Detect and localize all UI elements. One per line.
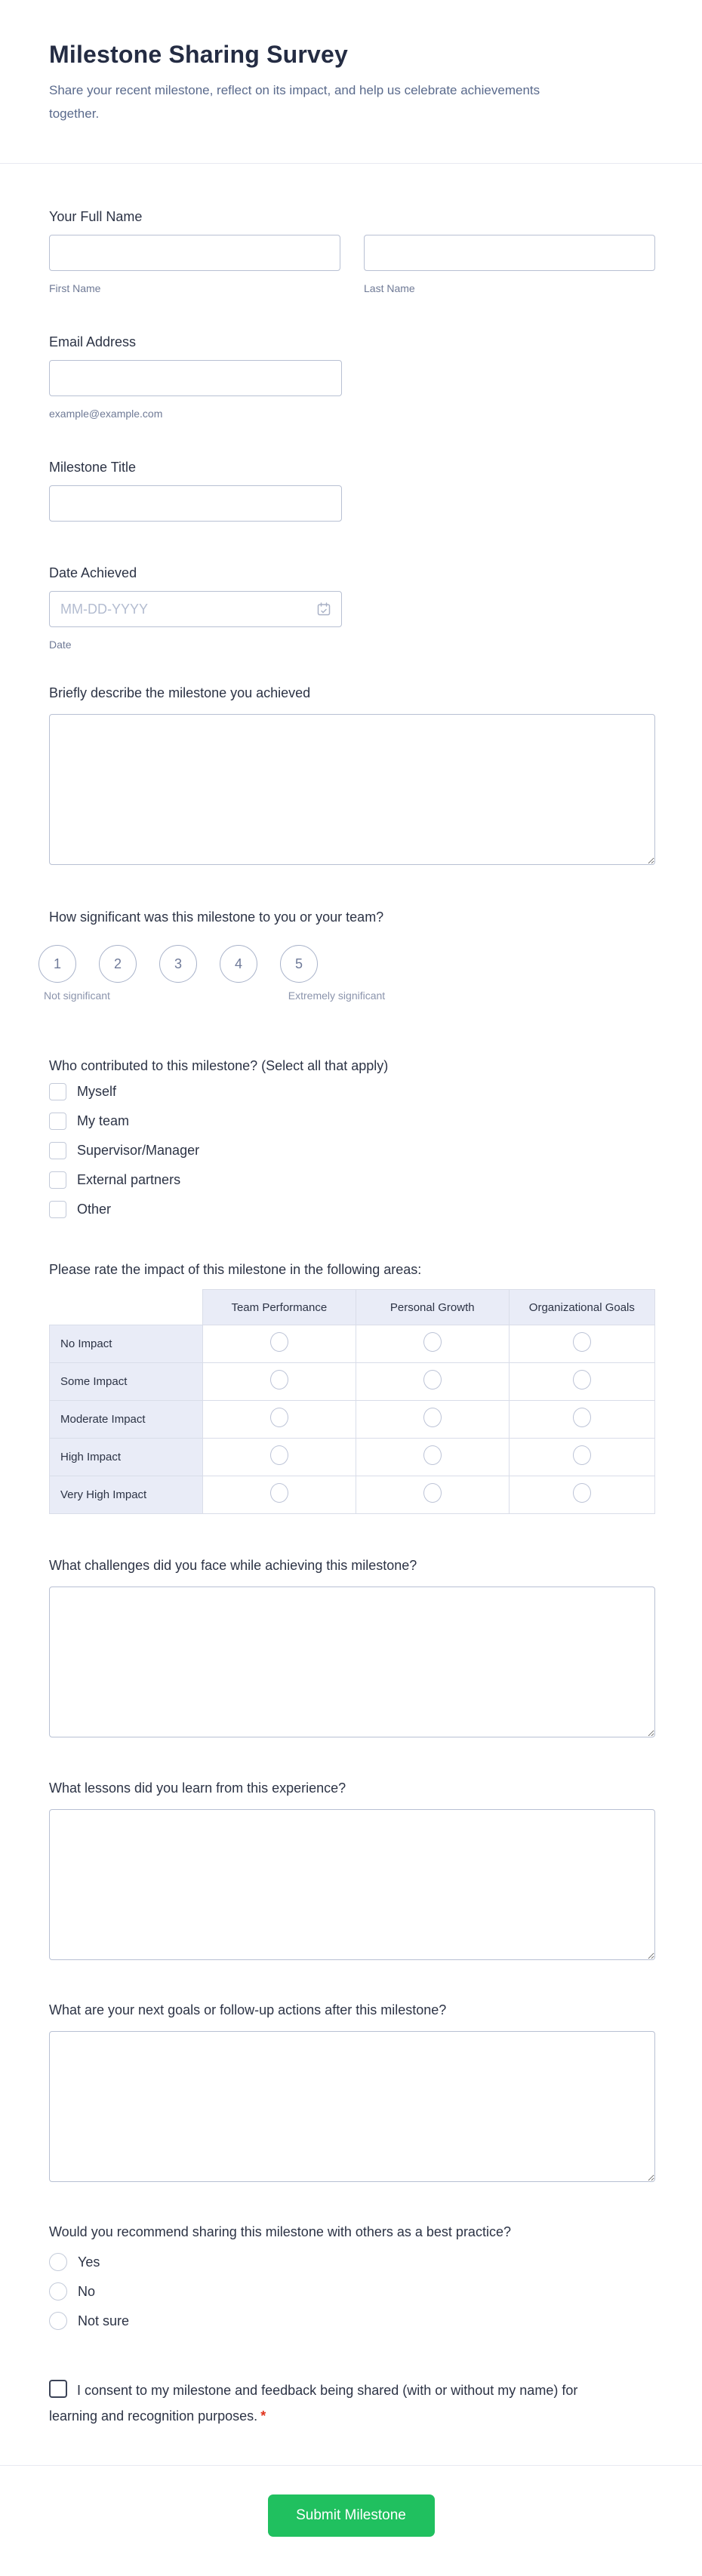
checkbox-icon[interactable] <box>49 1083 66 1100</box>
scale-option-3-value: 3 <box>174 956 182 971</box>
contributors-label: Who contributed to this milestone? (Select all that apply) <box>49 1058 389 1073</box>
checkbox-label: Other <box>77 1202 112 1217</box>
matrix-row-no-impact <box>50 1325 655 1363</box>
lessons-label: What lessons did you learn from this experience? <box>49 1780 346 1796</box>
scale-option-1-value: 1 <box>53 956 61 971</box>
matrix-radio[interactable] <box>270 1445 288 1465</box>
impact-matrix-label: Please rate the impact of this milestone in the following areas: <box>49 1262 422 1277</box>
last-name-input[interactable] <box>364 235 655 271</box>
scale-max-label: Extremely significant <box>288 989 386 1002</box>
matrix-radio[interactable] <box>423 1445 442 1465</box>
radio-label: No <box>78 2284 96 2299</box>
matrix-radio[interactable] <box>573 1370 591 1390</box>
matrix-radio[interactable] <box>573 1332 591 1352</box>
scale-option-5-value: 5 <box>294 956 303 971</box>
question-consent <box>49 2377 655 2429</box>
scale-row <box>38 945 655 983</box>
question-impact-matrix <box>49 1260 655 1514</box>
required-asterisk: * <box>260 2408 266 2424</box>
date-input[interactable] <box>49 591 342 627</box>
submit-section <box>0 2466 702 2576</box>
matrix-row-label: Very High Impact <box>50 1476 203 1514</box>
last-name-sublabel: Last Name <box>364 282 415 294</box>
form-subtitle: Share your recent milestone, reflect on its impact, and help us celebrate achievements together. <box>49 83 540 121</box>
scale-option-4-value: 4 <box>234 956 242 971</box>
question-email <box>49 333 655 421</box>
question-date-achieved <box>49 564 655 652</box>
checkbox-option-my-team[interactable] <box>49 1112 655 1130</box>
scale-option-1[interactable] <box>38 945 76 983</box>
full-name-label: Your Full Name <box>49 209 143 224</box>
question-contributors <box>49 1057 655 1218</box>
scale-min-label: Not significant <box>44 989 110 1002</box>
next-goals-textarea[interactable] <box>49 2031 655 2182</box>
question-describe <box>49 684 655 869</box>
radio-icon[interactable] <box>49 2253 67 2271</box>
checkbox-label: My team <box>77 1113 130 1128</box>
radio-option-yes[interactable] <box>49 2253 655 2271</box>
question-recommend <box>49 2223 655 2330</box>
first-name-sublabel: First Name <box>49 282 101 294</box>
lessons-textarea[interactable] <box>49 1809 655 1960</box>
matrix-radio[interactable] <box>573 1408 591 1427</box>
matrix-radio[interactable] <box>270 1408 288 1427</box>
page-title: Milestone Sharing Survey <box>49 41 349 68</box>
email-label: Email Address <box>49 334 137 349</box>
matrix-corner-cell <box>50 1290 203 1325</box>
matrix-col-organizational-goals: Organizational Goals <box>509 1290 654 1325</box>
radio-label: Not sure <box>78 2313 130 2328</box>
scale-option-2-value: 2 <box>113 956 122 971</box>
matrix-radio[interactable] <box>270 1370 288 1390</box>
checkbox-icon[interactable] <box>49 1201 66 1218</box>
scale-option-3[interactable] <box>159 945 197 983</box>
matrix-row-label: High Impact <box>50 1439 203 1476</box>
matrix-col-team-performance: Team Performance <box>202 1290 356 1325</box>
radio-option-no[interactable] <box>49 2282 655 2301</box>
matrix-row-high-impact <box>50 1439 655 1476</box>
matrix-row-very-high-impact <box>50 1476 655 1514</box>
submit-button[interactable]: Submit Milestone <box>268 2494 435 2537</box>
question-significance <box>44 908 655 1022</box>
milestone-title-input[interactable] <box>49 485 342 522</box>
matrix-radio[interactable] <box>423 1408 442 1427</box>
checkbox-label: Myself <box>77 1084 117 1099</box>
checkbox-option-external-partners[interactable] <box>49 1171 655 1189</box>
challenges-label: What challenges did you face while achieving this milestone? <box>49 1558 417 1573</box>
scale-option-4[interactable] <box>220 945 257 983</box>
radio-option-not-sure[interactable] <box>49 2312 655 2330</box>
matrix-radio[interactable] <box>423 1483 442 1503</box>
matrix-radio[interactable] <box>423 1332 442 1352</box>
impact-matrix-table <box>49 1289 655 1514</box>
scale-option-5[interactable] <box>280 945 318 983</box>
consent-checkbox[interactable] <box>49 2380 67 2398</box>
form-header <box>0 0 702 163</box>
significance-label: How significant was this milestone to you or your team? <box>49 909 384 925</box>
matrix-radio[interactable] <box>423 1370 442 1390</box>
question-milestone-title <box>49 458 655 522</box>
question-lessons <box>49 1779 655 1964</box>
matrix-radio[interactable] <box>270 1483 288 1503</box>
question-challenges <box>49 1556 655 1741</box>
header-divider <box>0 163 702 164</box>
matrix-row-some-impact <box>50 1363 655 1401</box>
next-goals-label: What are your next goals or follow-up actions after this milestone? <box>49 2002 447 2017</box>
date-achieved-label: Date Achieved <box>49 565 137 580</box>
checkbox-option-other[interactable] <box>49 1200 655 1218</box>
checkbox-icon[interactable] <box>49 1113 66 1130</box>
date-sublabel: Date <box>49 639 72 651</box>
describe-textarea[interactable] <box>49 714 655 865</box>
scale-option-2[interactable] <box>99 945 137 983</box>
question-full-name <box>49 208 655 296</box>
describe-label: Briefly describe the milestone you achieved <box>49 685 311 700</box>
milestone-title-label: Milestone Title <box>49 460 137 475</box>
matrix-radio[interactable] <box>270 1332 288 1352</box>
recommend-label: Would you recommend sharing this milestone with others as a best practice? <box>49 2224 511 2239</box>
checkbox-icon[interactable] <box>49 1171 66 1189</box>
checkbox-label: Supervisor/Manager <box>77 1143 200 1158</box>
checkbox-option-supervisor[interactable] <box>49 1141 655 1159</box>
matrix-row-label: Some Impact <box>50 1363 203 1401</box>
email-field[interactable] <box>49 360 342 396</box>
consent-label: I consent to my milestone and feedback being shared (with or without my name) for learning and recognition purposes. <box>49 2383 578 2424</box>
email-sublabel: example@example.com <box>49 408 163 420</box>
matrix-row-moderate-impact <box>50 1401 655 1439</box>
checkbox-icon[interactable] <box>49 1142 66 1159</box>
matrix-col-personal-growth: Personal Growth <box>356 1290 509 1325</box>
radio-icon[interactable] <box>49 2282 67 2301</box>
consent-row[interactable] <box>49 2377 585 2429</box>
matrix-radio[interactable] <box>573 1445 591 1465</box>
first-name-input[interactable] <box>49 235 340 271</box>
challenges-textarea[interactable] <box>49 1587 655 1737</box>
matrix-radio[interactable] <box>573 1483 591 1503</box>
matrix-row-label: Moderate Impact <box>50 1401 203 1439</box>
question-next-goals <box>49 2001 655 2186</box>
matrix-row-label: No Impact <box>50 1325 203 1363</box>
radio-label: Yes <box>78 2254 100 2270</box>
checkbox-option-myself[interactable] <box>49 1082 655 1100</box>
radio-icon[interactable] <box>49 2312 67 2330</box>
checkbox-label: External partners <box>77 1172 181 1187</box>
